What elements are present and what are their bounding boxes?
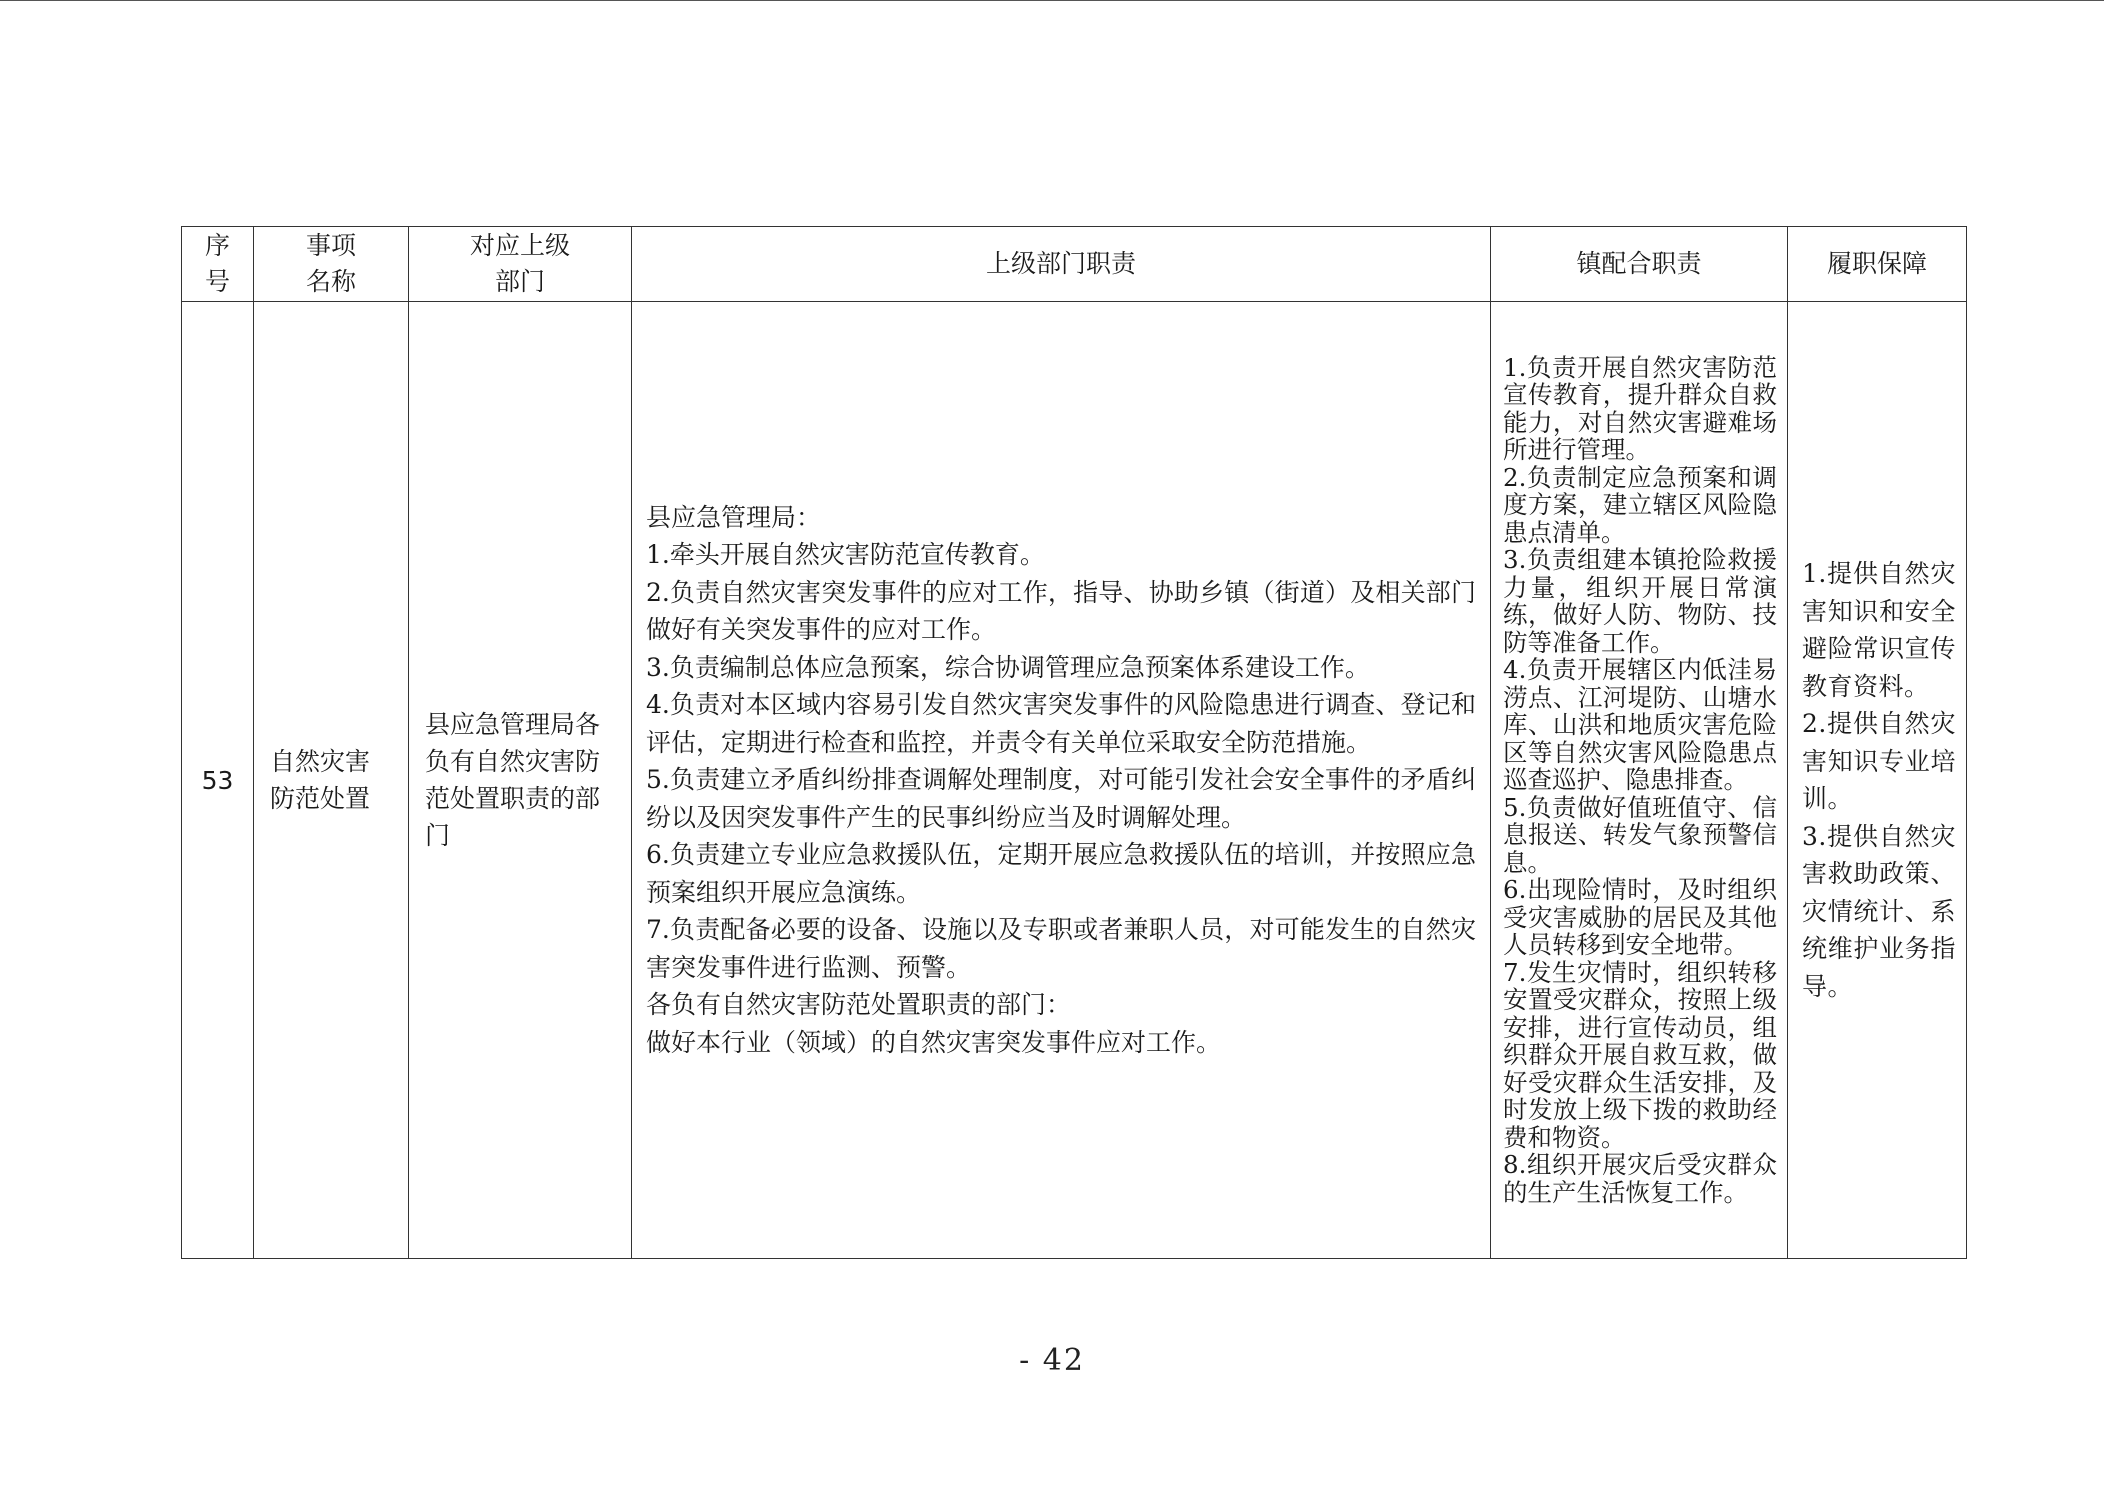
header-row bbox=[182, 227, 1967, 302]
header-responsibilities: 上级部门职责 bbox=[632, 227, 1491, 302]
header-guarantee: 履职保障 bbox=[1788, 227, 1967, 302]
town-line: 4.负责开展辖区内低洼易涝点、江河堤防、山塘水库、山洪和地质灾害危险区等自然灾害风险隐患点巡查巡护、隐患排查。 bbox=[1503, 655, 1777, 795]
header-name-text: 事项名称 bbox=[305, 231, 356, 296]
guarantee-line: 3.提供自然灾害救助政策、灾情统计、系统维护业务指导。 bbox=[1802, 821, 1956, 1001]
resp-line: 县应急管理局： bbox=[646, 502, 822, 532]
cell-town bbox=[1491, 302, 1788, 1259]
header-town: 镇配合职责 bbox=[1491, 227, 1788, 302]
town-line: 2.负责制定应急预案和调度方案，建立辖区风险隐患点清单。 bbox=[1503, 462, 1777, 547]
resp-line: 1.牵头开展自然灾害防范宣传教育。 bbox=[646, 540, 1045, 570]
resp-line: 3.负责编制总体应急预案，综合协调管理应急预案体系建设工作。 bbox=[646, 652, 1370, 682]
table-row bbox=[182, 302, 1967, 1259]
town-line: 7.发生灾情时，组织转移安置受灾群众，按照上级安排，进行宣传动员，组织群众开展自救互救，做好受灾群众生活安排，及时发放上级下拨的救助经费和物资。 bbox=[1503, 957, 1777, 1152]
cell-seq bbox=[182, 302, 254, 1259]
item-name: 自然灾害防范处置 bbox=[270, 747, 371, 813]
table-body bbox=[182, 302, 1967, 1259]
seq-value: 53 bbox=[201, 765, 234, 795]
page-number: - 42 bbox=[1019, 1343, 1085, 1378]
resp-line: 各负有自然灾害防范处置职责的部门： bbox=[646, 990, 1072, 1020]
table-header bbox=[182, 227, 1967, 302]
resp-line: 做好本行业（领域）的自然灾害突发事件应对工作。 bbox=[646, 1027, 1222, 1057]
header-seq bbox=[182, 227, 254, 302]
town-line: 5.负责做好值班值守、信息报送、转发气象预警信息。 bbox=[1503, 792, 1777, 877]
cell-guarantee bbox=[1788, 302, 1967, 1259]
cell-name bbox=[254, 302, 409, 1259]
header-dept-text: 对应上级部门 bbox=[469, 231, 570, 296]
duties-table bbox=[181, 226, 1967, 1259]
town-line: 1.负责开展自然灾害防范宣传教育，提升群众自救能力，对自然灾害避难场所进行管理。 bbox=[1503, 352, 1777, 465]
guarantee-line: 2.提供自然灾害知识专业培训。 bbox=[1802, 709, 1956, 813]
page-top-rule bbox=[0, 0, 2104, 1]
cell-responsibilities bbox=[632, 302, 1491, 1259]
town-line: 6.出现险情时，及时组织受灾害威胁的居民及其他人员转移到安全地带。 bbox=[1503, 875, 1777, 960]
cell-dept bbox=[409, 302, 632, 1259]
town-line: 3.负责组建本镇抢险救援力量，组织开展日常演练，做好人防、物防、技防等准备工作。 bbox=[1503, 545, 1777, 657]
header-dept bbox=[409, 227, 632, 302]
resp-line: 7.负责配备必要的设备、设施以及专职或者兼职人员，对可能发生的自然灾害突发事件进行监测、预警。 bbox=[646, 915, 1476, 982]
resp-line: 5.负责建立矛盾纠纷排查调解处理制度，对可能引发社会安全事件的矛盾纠纷以及因突发事件产生的民事纠纷应当及时调解处理。 bbox=[646, 765, 1476, 832]
dept-name: 县应急管理局各负有自然灾害防范处置职责的部门 bbox=[425, 710, 601, 850]
header-name bbox=[254, 227, 409, 302]
resp-line: 2.负责自然灾害突发事件的应对工作，指导、协助乡镇（街道）及相关部门做好有关突发事件的应对工作。 bbox=[646, 577, 1476, 645]
resp-line: 4.负责对本区域内容易引发自然灾害突发事件的风险隐患进行调查、登记和评估，定期进行检查和监控，并责令有关单位采取安全防范措施。 bbox=[646, 690, 1476, 757]
town-line: 8.组织开展灾后受灾群众的生产生活恢复工作。 bbox=[1503, 1150, 1777, 1207]
resp-line: 6.负责建立专业应急救援队伍，定期开展应急救援队伍的培训，并按照应急预案组织开展应急演练。 bbox=[646, 840, 1476, 907]
header-seq-text: 序号 bbox=[204, 231, 230, 296]
guarantee-line: 1.提供自然灾害知识和安全避险常识宣传教育资料。 bbox=[1802, 559, 1956, 701]
